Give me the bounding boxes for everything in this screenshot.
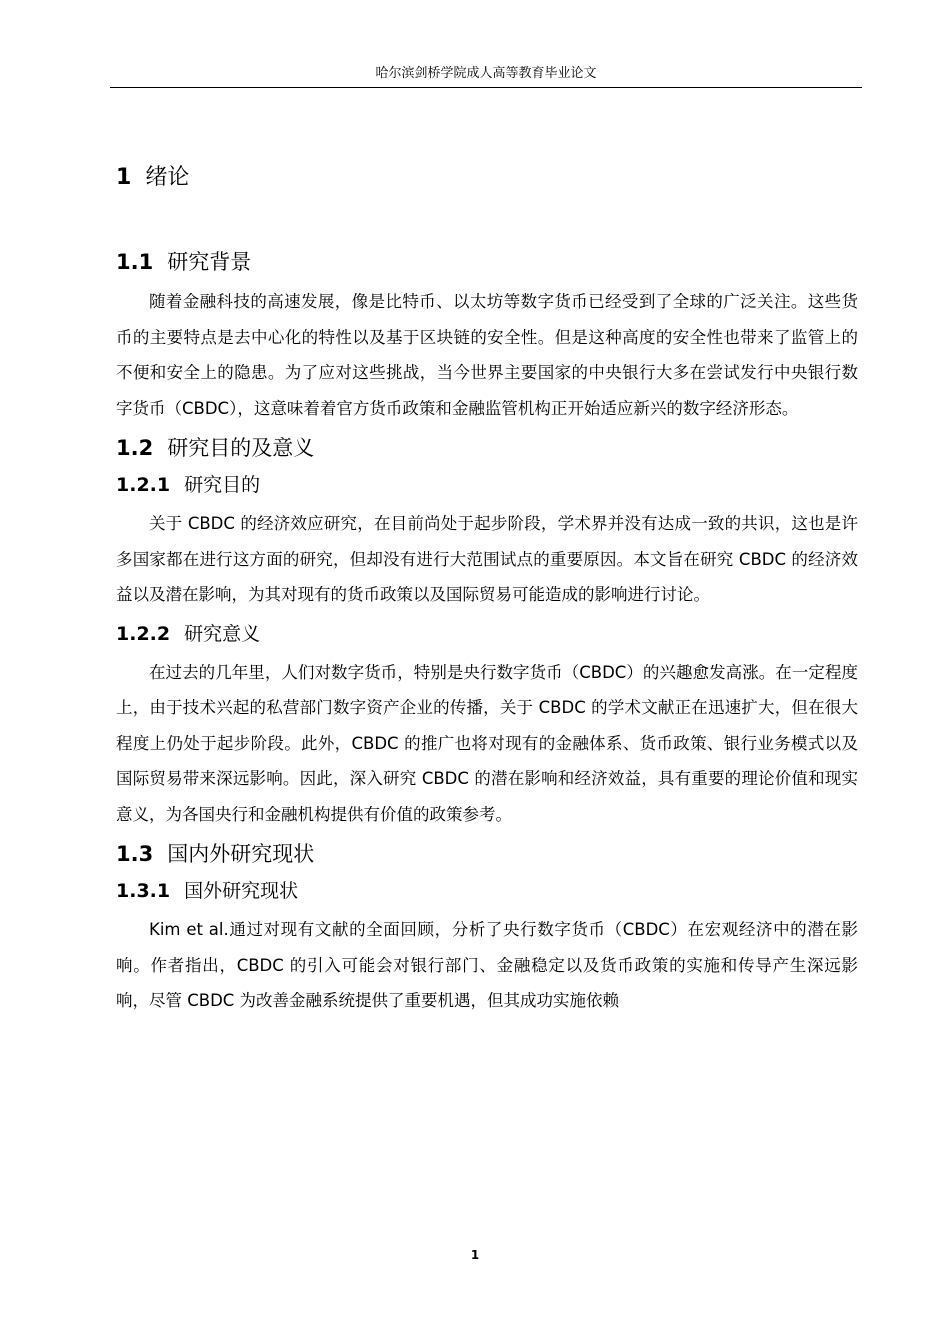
section-number: 1.3 bbox=[116, 842, 154, 866]
subsection-heading-1-3-1 bbox=[116, 876, 858, 906]
subsection-heading-1-2-1 bbox=[116, 470, 858, 500]
section-title: 国内外研究现状 bbox=[167, 842, 315, 866]
paragraph-research-purpose: 关于 CBDC 的经济效应研究，在目前尚处于起步阶段，学术界并没有达成一致的共识，这也是许多国家都在进行这方面的研究，但却没有进行大范围试点的重要原因。本文旨在研究 CBDC 的经济效益以及潜在影响，为其对现有的货币政策以及国际贸易可能造成的影响进行讨论。 bbox=[116, 514, 858, 604]
page-body bbox=[116, 160, 858, 1025]
paragraph-research-significance: 在过去的几年里，人们对数字货币，特别是央行数字货币（CBDC）的兴趣愈发高涨。在一定程度上，由于技术兴起的私营部门数字资产企业的传播，关于 CBDC 的学术文献正在迅速扩大，但在很大程度上仍处于起步阶段。此外，CBDC 的推广也将对现有的金融体系、货币政策、银行业务模式以及国际贸易带来深远影响。因此，深入研究 CBDC 的潜在影响和经济效益，具有重要的理论价值和现实意义，为各国央行和金融机构提供有价值的政策参考。 bbox=[116, 662, 858, 824]
chapter-heading bbox=[116, 160, 858, 196]
subsection-number: 1.2.2 bbox=[116, 622, 171, 645]
section-number: 1.2 bbox=[116, 436, 154, 460]
section-number: 1.1 bbox=[116, 250, 154, 274]
paragraph-foreign-research: Kim et al.通过对现有文献的全面回顾，分析了央行数字货币（CBDC）在宏观经济中的潜在影响。作者指出，CBDC 的引入可能会对银行部门、金融稳定以及货币政策的实施和传导产生深远影响，尽管 CBDC 为改善金融系统提供了重要机遇，但其成功实施依赖 bbox=[116, 920, 858, 1010]
section-heading-1-1 bbox=[116, 246, 858, 278]
subsection-number: 1.2.1 bbox=[116, 474, 171, 496]
subsection-number: 1.3.1 bbox=[116, 880, 171, 902]
header-rule bbox=[110, 87, 862, 88]
subsection-title: 研究目的 bbox=[184, 474, 261, 496]
section-heading-1-3 bbox=[116, 838, 858, 870]
chapter-title: 绪论 bbox=[145, 165, 190, 190]
subsection-title: 研究意义 bbox=[184, 622, 261, 645]
subsection-heading-1-2-2 bbox=[116, 619, 858, 649]
section-heading-1-2 bbox=[116, 432, 858, 464]
paragraph-research-background: 随着金融科技的高速发展，像是比特币、以太坊等数字货币已经受到了全球的广泛关注。这些货币的主要特点是去中心化的特性以及基于区块链的安全性。但是这种高度的安全性也带来了监管上的不便和安全上的隐患。为了应对这些挑战，当今世界主要国家的中央银行大多在尝试发行中央银行数字货币（CBDC），这意味着着官方货币政策和金融监管机构正开始适应新兴的数字经济形态。 bbox=[116, 292, 858, 418]
section-title: 研究背景 bbox=[167, 250, 252, 274]
subsection-title: 国外研究现状 bbox=[184, 880, 299, 902]
page-number: 1 bbox=[470, 1248, 480, 1262]
running-header: 哈尔滨剑桥学院成人高等教育毕业论文 bbox=[375, 66, 597, 81]
chapter-number: 1 bbox=[116, 165, 132, 190]
section-title: 研究目的及意义 bbox=[167, 436, 315, 460]
